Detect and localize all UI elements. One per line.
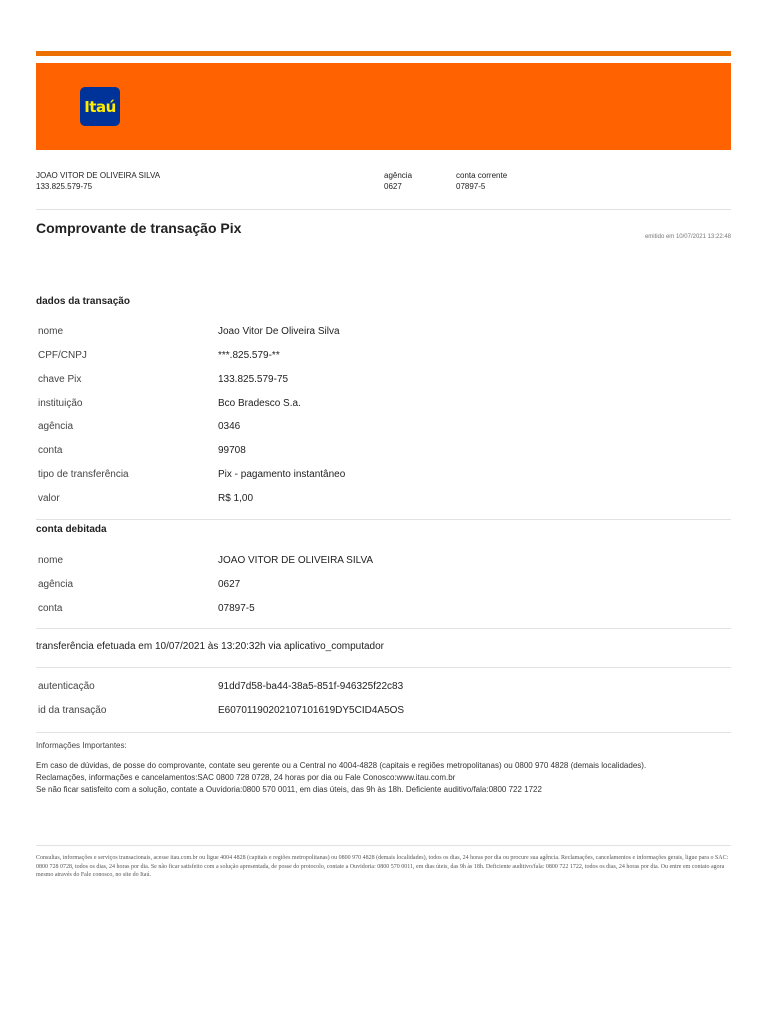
logo-text: Itaú: [84, 97, 116, 116]
account-value: 07897-5: [456, 182, 486, 191]
header-agency: [384, 170, 412, 192]
transaction-row: [36, 324, 731, 340]
row-value: 91dd7d58-ba44-38a5-851f-946325f22c83: [218, 681, 404, 692]
divider: [36, 667, 731, 668]
row-label: tipo de transferência: [38, 469, 129, 480]
row-value: 0627: [218, 579, 241, 590]
row-label: autenticação: [38, 681, 95, 692]
row-value: ***.825.579-**: [218, 350, 280, 361]
transaction-row: [36, 396, 731, 412]
agency-label: agência: [384, 171, 413, 180]
transaction-row: [36, 372, 731, 388]
transaction-row: [36, 419, 731, 435]
row-label: agência: [38, 421, 74, 432]
info-block: [36, 760, 736, 796]
holder-name: JOAO VITOR DE OLIVEIRA SILVA: [36, 171, 161, 180]
account-holder: [36, 170, 160, 192]
transaction-row: [36, 348, 731, 364]
row-value: 07897-5: [218, 603, 255, 614]
row-value: E60701190202107101619DY5CID4A5OS: [218, 705, 405, 716]
info-title: Informações Importantes:: [36, 741, 127, 750]
info-line: Se não ficar satisfeito com a solução, contate a Ouvidoria:0800 570 0011, em dias úteis, das 9h às 18h. Deficiente auditivo/fala:0800 722 1722: [36, 785, 542, 794]
agency-value: 0627: [384, 182, 402, 191]
divider: [36, 628, 731, 629]
transfer-note: transferência efetuada em 10/07/2021 às 13:20:32h via aplicativo_computador: [36, 641, 385, 652]
row-label: id da transação: [38, 705, 107, 716]
issued-date: emitido em 10/07/2021 13:22:48: [644, 234, 731, 240]
holder-cpf: 133.825.579-75: [36, 182, 93, 191]
divider: [36, 732, 731, 733]
debited-row: [36, 601, 731, 617]
row-label: instituição: [38, 398, 83, 409]
row-value: Joao Vitor De Oliveira Silva: [218, 326, 340, 337]
page-title: Comprovante de transação Pix: [36, 220, 242, 236]
divider: [36, 519, 731, 520]
row-value: Pix - pagamento instantâneo: [218, 469, 346, 480]
account-label: conta corrente: [456, 171, 508, 180]
info-line: Em caso de dúvidas, de posse do comprovante, contate seu gerente ou a Central no 4004-4828 (capitais e regiões metropolitanas) ou 0800 970 4828 (demais localidades).: [36, 761, 647, 770]
header-banner: [36, 63, 731, 150]
row-label: conta: [38, 445, 63, 456]
row-label: valor: [38, 493, 60, 504]
header-account: [456, 170, 507, 192]
row-value: 133.825.579-75: [218, 374, 289, 385]
debited-row: [36, 553, 731, 569]
row-value: JOAO VITOR DE OLIVEIRA SILVA: [218, 555, 374, 566]
auth-row: [36, 703, 731, 719]
transaction-row: [36, 491, 731, 507]
footer-text: Consultas, informações e serviços transacionais, acesse itau.com.br ou ligue 4004 4828 (capitais e regiões metropolitanas) ou 0800 970 4828 (demais localidades), todos os dias, 24 horas por dia ou procure sua agência. Reclamações, cancelamentos e informações gerais, ligue para o SAC: 0800 728 0728, todos os dias, 24 horas por dia. Se não ficar satisfeito com a solução apresentada, de posse do protocolo, contate a Ouvidoria: 0800 570 0011, em dias úteis, das 9h às 18h. Deficiente auditivo/fala: 0800 722 1722, todos os dias, 24 horas por dia. Ou entre em contato agora mesmo através do Fale conosco, no site do Itaú.: [36, 855, 729, 878]
transaction-row: [36, 443, 731, 459]
itau-logo: [80, 87, 120, 126]
row-value: R$ 1,00: [218, 493, 254, 504]
row-label: nome: [38, 326, 64, 337]
top-accent-line: [36, 51, 731, 56]
row-value: Bco Bradesco S.a.: [218, 398, 301, 409]
debited-section-title: conta debitada: [36, 524, 107, 535]
divider: [36, 209, 731, 210]
transaction-section-title: dados da transação: [36, 296, 130, 307]
divider: [36, 845, 731, 846]
row-label: conta: [38, 603, 63, 614]
info-line: Reclamações, informações e cancelamentos:SAC 0800 728 0728, 24 horas por dia ou Fale Conosco:www.itau.com.br: [36, 773, 456, 782]
transaction-row: [36, 467, 731, 483]
row-value: 0346: [218, 421, 241, 432]
row-value: 99708: [218, 445, 246, 456]
row-label: nome: [38, 555, 64, 566]
auth-row: [36, 679, 731, 695]
row-label: agência: [38, 579, 74, 590]
debited-row: [36, 577, 731, 593]
row-label: CPF/CNPJ: [38, 350, 87, 361]
row-label: chave Pix: [38, 374, 82, 385]
